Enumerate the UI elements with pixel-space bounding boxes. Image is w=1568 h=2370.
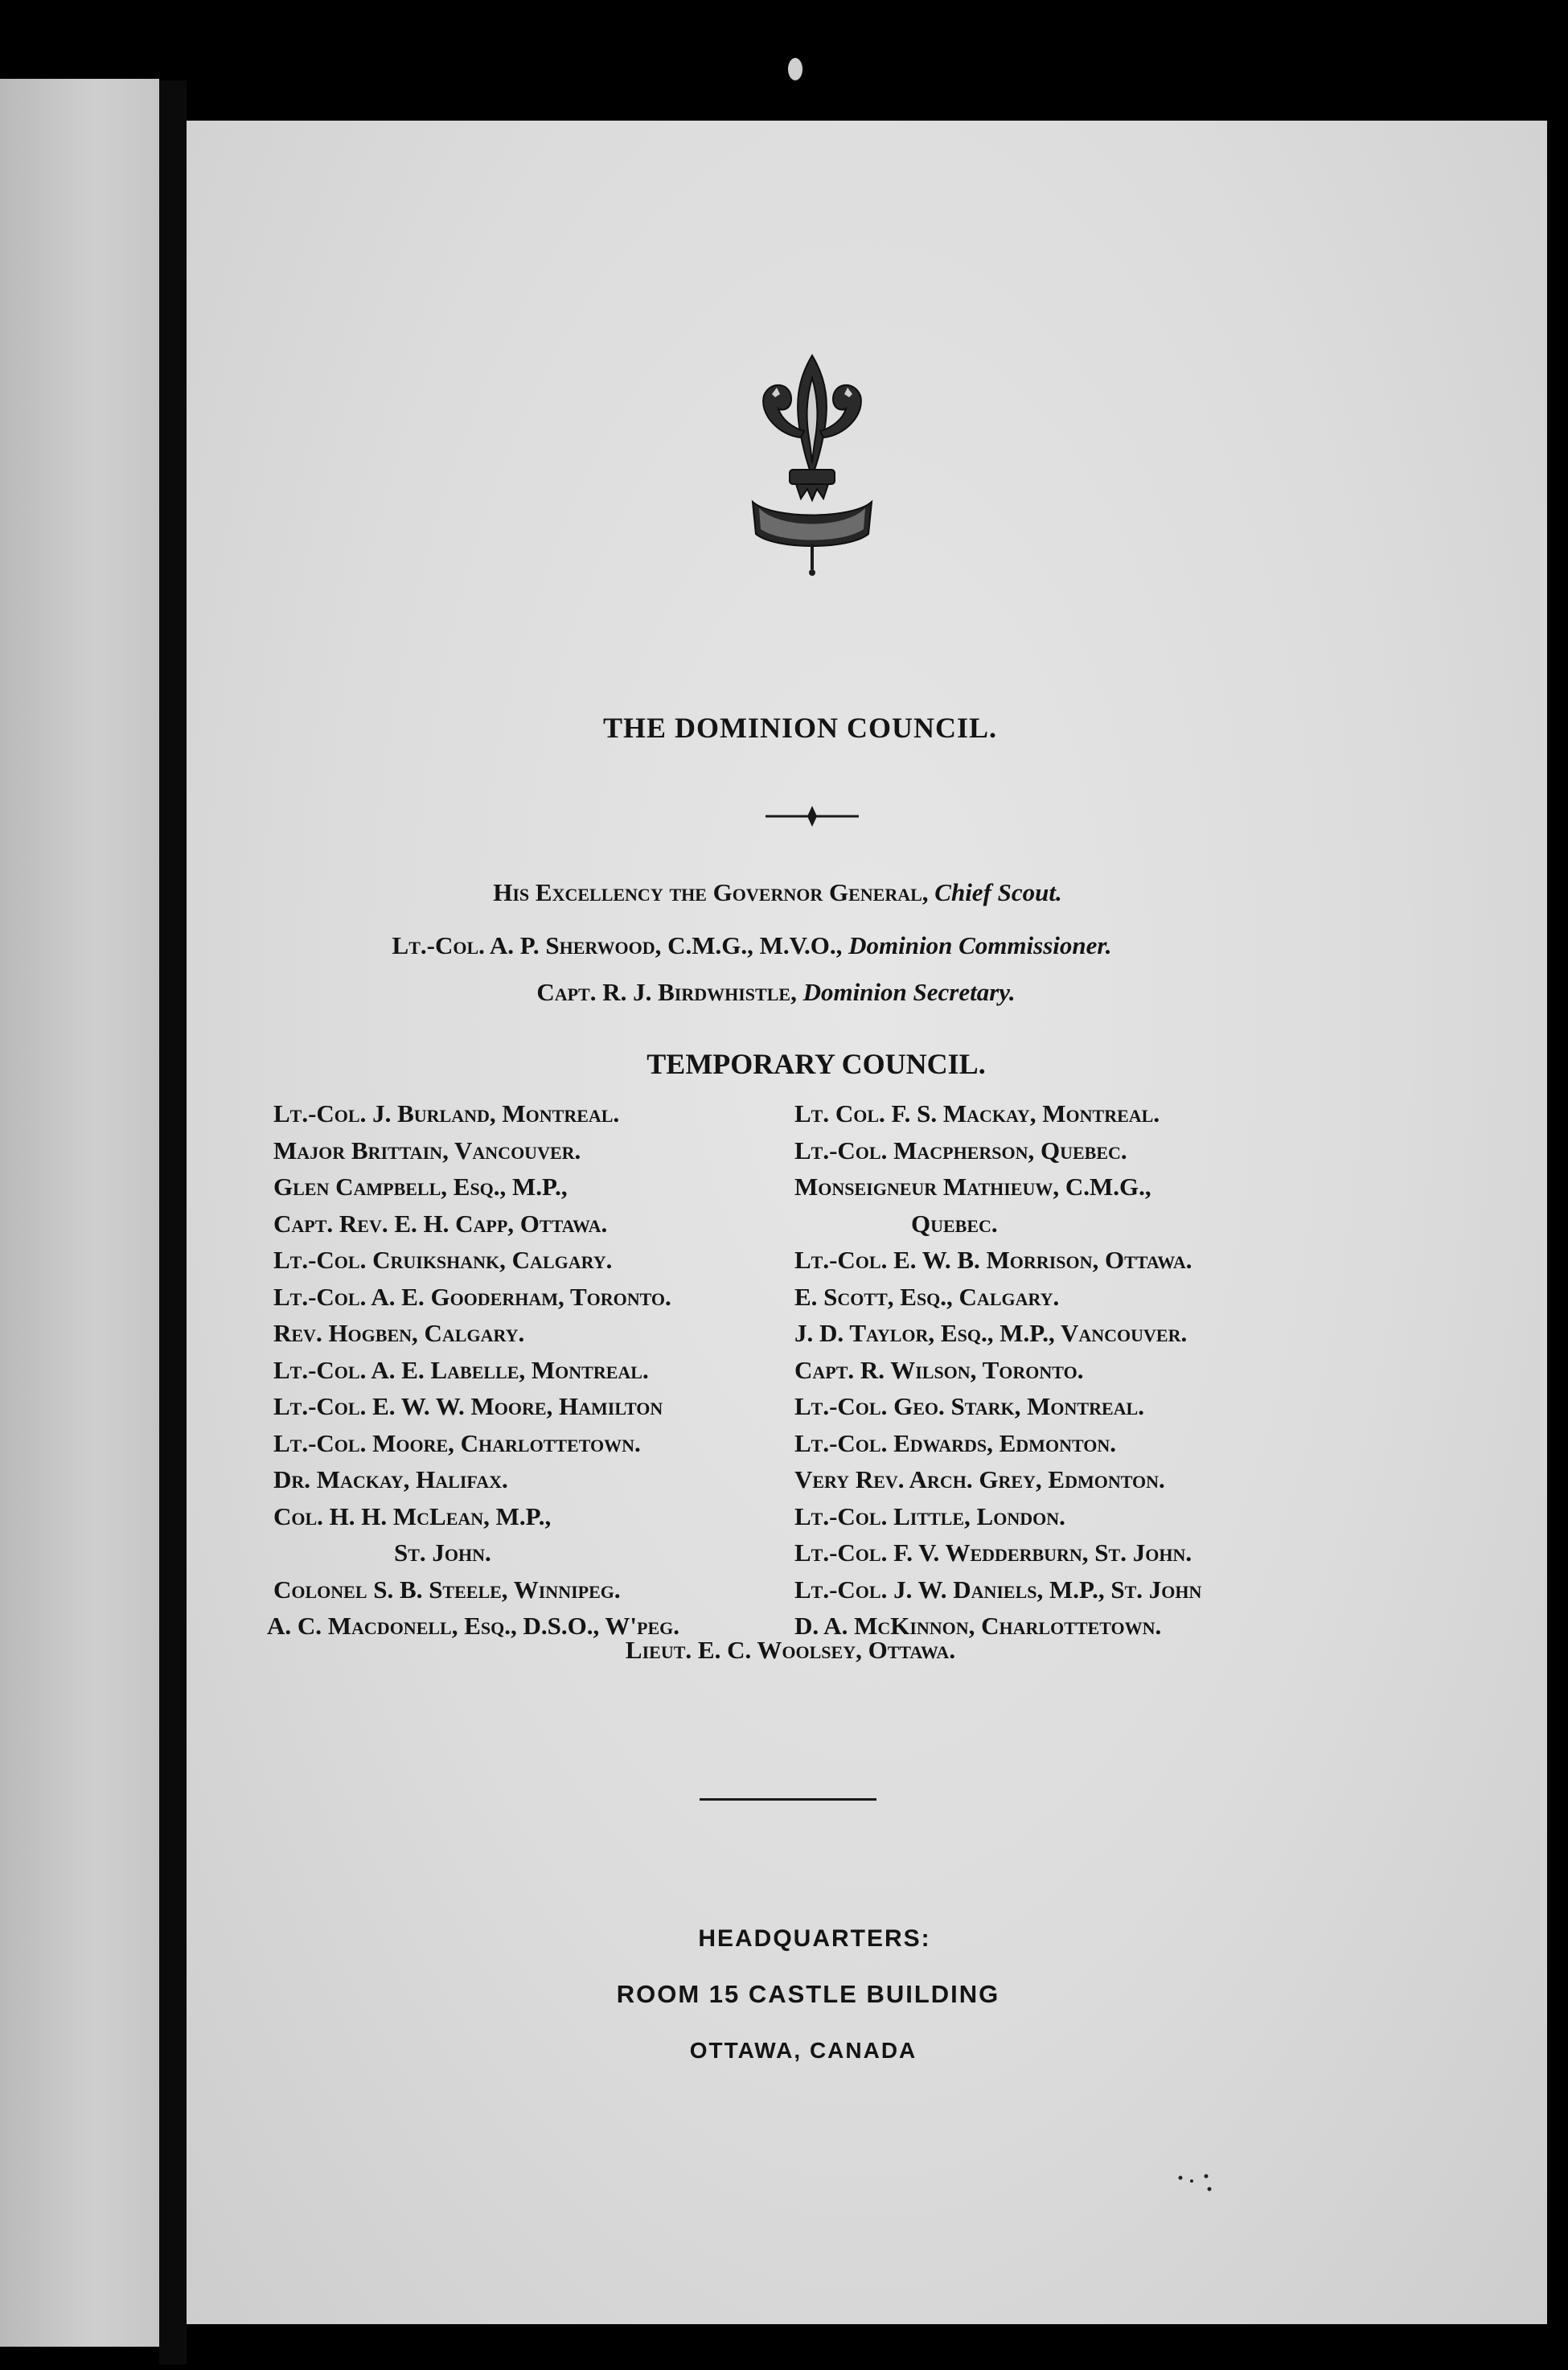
officer-title: His Excellency the Governor General, [493,878,929,906]
ornament-divider-icon [764,804,860,828]
list-item: D. A. McKinnon, Charlottetown. [794,1612,1162,1640]
divider-rule [700,1798,876,1801]
list-item: Lt.-Col. A. E. Gooderham, Toronto. [273,1282,671,1311]
list-item: Lt.-Col. F. V. Wedderburn, St. John. [794,1538,1192,1567]
officer-dominion-commissioner [0,931,1536,960]
list-item: Dr. Mackay, Halifax. [273,1465,508,1493]
list-item: Major Brittain, Vancouver. [273,1136,581,1164]
list-item-continuation: Quebec. [911,1209,998,1238]
list-item: Lt.-Col. J. Burland, Montreal. [273,1099,620,1127]
list-item: Capt. Rev. E. H. Capp, Ottawa. [273,1209,608,1238]
headquarters-city: OTTAWA, CANADA [689,2038,917,2063]
page-title: THE DOMINION COUNCIL. [602,712,998,744]
list-item: E. Scott, Esq., Calgary. [794,1282,1060,1311]
list-item: J. D. Taylor, Esq., M.P., Vancouver. [794,1319,1188,1347]
officer-role: Dominion Secretary. [802,978,1016,1006]
list-item: Lt.-Col. E. W. W. Moore, Hamilton [273,1392,663,1420]
list-item: Lt.-Col. Cruikshank, Calgary. [273,1246,613,1274]
list-item: Colonel S. B. Steele, Winnipeg. [273,1575,621,1604]
list-item: Monseigneur Mathieuw, C.M.G., [794,1173,1151,1201]
paper-blemish [788,58,802,80]
section-heading: TEMPORARY COUNCIL. [646,1048,986,1080]
officer-dominion-secretary [0,978,1560,1007]
fleur-de-lis-emblem-icon [748,347,876,589]
list-item: Lt.-Col. E. W. B. Morrison, Ottawa. [794,1246,1192,1274]
list-item: Lt.-Col. Geo. Stark, Montreal. [794,1392,1144,1420]
list-item: Rev. Hogben, Calgary. [273,1319,525,1347]
list-item: A. C. Macdonell, Esq., D.S.O., W'peg. [267,1612,680,1640]
officer-role: Chief Scout. [934,878,1062,906]
list-item: Capt. R. Wilson, Toronto. [794,1355,1084,1384]
list-item: Lt.-Col. J. W. Daniels, M.P., St. John [794,1575,1202,1604]
list-item-continuation: St. John. [394,1538,491,1567]
list-item: Lt. Col. F. S. Mackay, Montreal. [794,1099,1160,1127]
officer-chief-scout [0,878,1562,907]
list-item: Very Rev. Arch. Grey, Edmonton. [794,1465,1165,1493]
list-item: Lt.-Col. Little, London. [794,1501,1065,1530]
officer-role: Dominion Commissioner. [848,931,1112,959]
officer-title: Capt. R. J. Birdwhistle, [536,978,797,1006]
list-item: Lt.-Col. A. E. Labelle, Montreal. [273,1355,649,1384]
headquarters-label: HEADQUARTERS: [698,1925,931,1952]
officer-title: Lt.-Col. A. P. Sherwood, C.M.G., M.V.O., [392,931,843,959]
headquarters-address: ROOM 15 CASTLE BUILDING [616,1980,1000,2008]
council-left-column [267,1095,680,1645]
list-item-centered: Lieut. E. C. Woolsey, Ottawa. [625,1636,956,1664]
council-right-column [794,1095,1201,1645]
list-item: Lt.-Col. Edwards, Edmonton. [794,1428,1116,1457]
book-gutter [159,80,187,2364]
list-item: Glen Campbell, Esq., M.P., [273,1173,568,1201]
list-item: Col. H. H. McLean, M.P., [273,1501,552,1530]
paper-specks [1174,2171,1222,2195]
list-item: Lt.-Col. Macpherson, Quebec. [794,1136,1127,1164]
list-item: Lt.-Col. Moore, Charlottetown. [273,1428,641,1457]
